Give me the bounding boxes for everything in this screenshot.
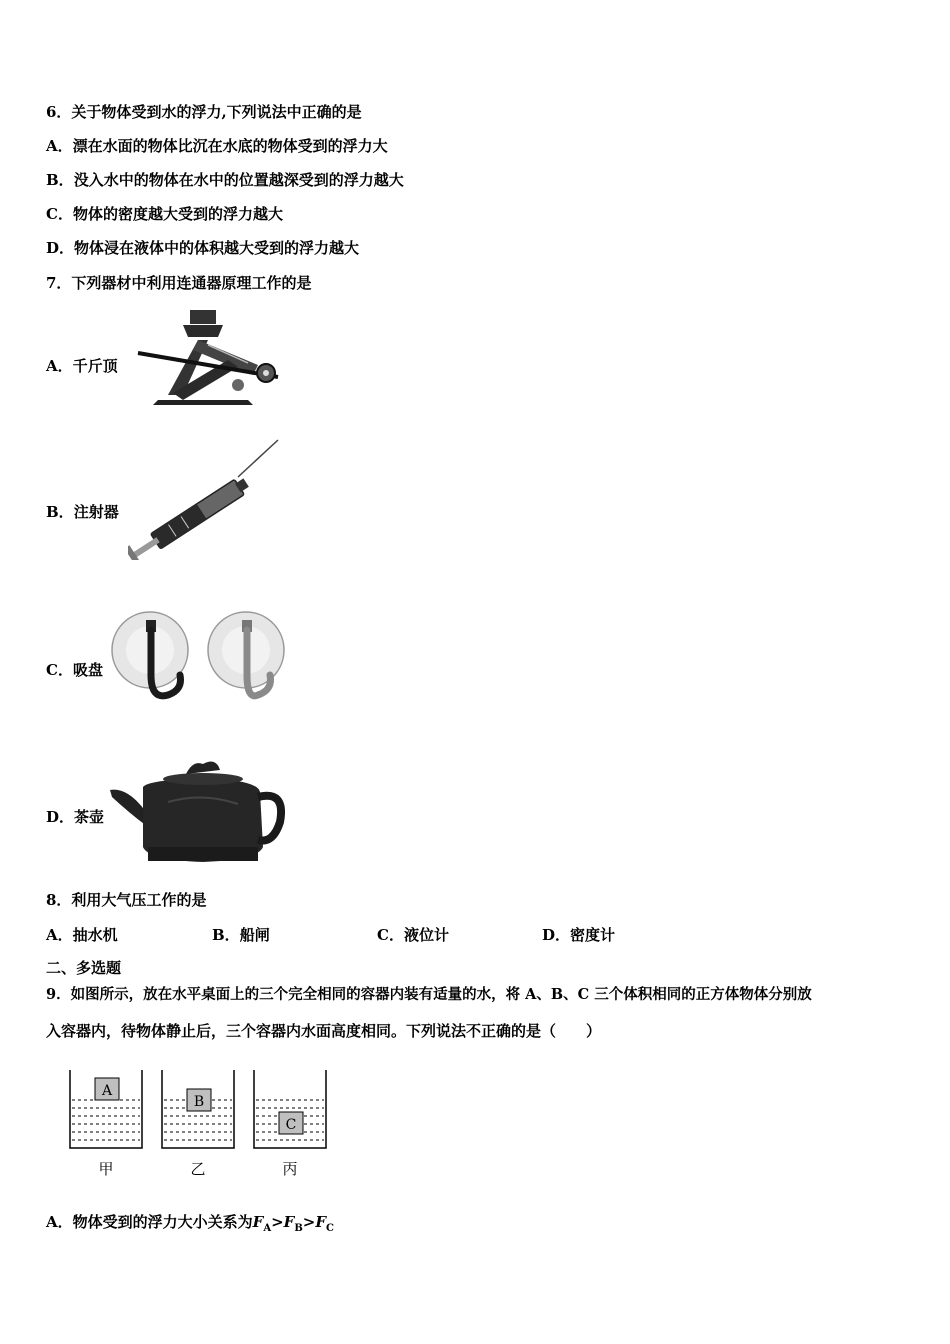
option-text: 物体受到的浮力大小关系为 — [72, 1213, 253, 1231]
option-text: 注射器 — [73, 503, 119, 521]
block-label-c: C — [285, 1117, 297, 1133]
q6-option-a — [46, 136, 388, 156]
option-text: 千斤顶 — [72, 357, 118, 375]
option-text: 没入水中的物体在水中的位置越深受到的浮力越大 — [73, 171, 404, 189]
force-symbol-a: F — [252, 1213, 264, 1231]
q8-option-b — [212, 925, 270, 945]
section-title: 二、多选题 — [46, 959, 122, 977]
caption-yi: 乙 — [190, 1160, 206, 1178]
option-label: C． — [46, 661, 73, 679]
option-text: 漂在水面的物体比沉在水底的物体受到的浮力大 — [72, 137, 388, 155]
option-text: 抽水机 — [72, 926, 118, 944]
q8-stem: 8．利用大气压工作的是 — [46, 891, 207, 909]
option-label: B． — [46, 171, 74, 189]
option-label: C． — [377, 926, 404, 944]
force-symbol-c: F — [315, 1213, 326, 1231]
syringe-icon — [128, 435, 283, 560]
block-label-a: A — [101, 1083, 113, 1099]
container-yi — [162, 1070, 234, 1178]
force-symbol-b: F — [283, 1213, 295, 1231]
q7-option-a — [46, 356, 118, 376]
q7-option-c — [46, 660, 103, 680]
greater-than: > — [302, 1213, 316, 1231]
option-text: 液位计 — [403, 926, 449, 944]
teapot-icon — [108, 752, 288, 870]
q7-option-b — [46, 502, 119, 522]
q9-stem-line1: 9．如图所示，放在水平桌面上的三个完全相同的容器内装有适量的水，将 A、B、C 三个体积相同的正方体物体分别放 — [46, 986, 812, 1003]
q6-option-b — [46, 170, 404, 190]
q9-figure — [60, 1062, 340, 1182]
container-bing — [254, 1070, 326, 1178]
option-text: 密度计 — [570, 926, 616, 944]
q9-stem-line2: 入容器内，待物体静止后，三个容器内水面高度相同。下列说法不正确的是（ ） — [46, 1022, 602, 1040]
option-label: D． — [46, 808, 75, 826]
option-label: B． — [46, 503, 74, 521]
q6-stem: 6．关于物体受到水的浮力,下列说法中正确的是 — [46, 103, 362, 121]
option-label: A． — [46, 926, 73, 944]
q8-option-c — [377, 925, 449, 945]
q8-option-a — [46, 925, 118, 945]
option-label: C． — [46, 205, 73, 223]
subscript-b: B — [294, 1223, 303, 1234]
option-label: D． — [542, 926, 571, 944]
q7-stem: 7．下列器材中利用连通器原理工作的是 — [46, 274, 312, 292]
subscript-c: C — [326, 1223, 334, 1234]
caption-bing: 丙 — [282, 1160, 298, 1178]
container-jia — [70, 1070, 142, 1178]
caption-jia: 甲 — [98, 1160, 114, 1178]
suction-cup-icon — [108, 600, 293, 715]
car-jack-icon — [128, 305, 288, 410]
option-label: A． — [46, 1213, 73, 1231]
option-label: A． — [46, 357, 73, 375]
q8-option-d — [542, 925, 615, 945]
option-text: 船闸 — [239, 926, 270, 944]
subscript-a: A — [263, 1223, 272, 1234]
q7-option-d — [46, 807, 104, 827]
option-text: 物体的密度越大受到的浮力越大 — [72, 205, 283, 223]
block-label-b: B — [193, 1094, 205, 1110]
q9-option-a — [46, 1212, 334, 1239]
option-text: 吸盘 — [72, 661, 103, 679]
q6-option-d — [46, 238, 359, 258]
option-text: 茶壶 — [74, 808, 105, 826]
option-label: B． — [212, 926, 240, 944]
option-label: D． — [46, 239, 75, 257]
option-text: 物体浸在液体中的体积越大受到的浮力越大 — [74, 239, 360, 257]
greater-than: > — [271, 1213, 284, 1231]
q6-option-c — [46, 204, 283, 224]
option-label: A． — [46, 137, 73, 155]
